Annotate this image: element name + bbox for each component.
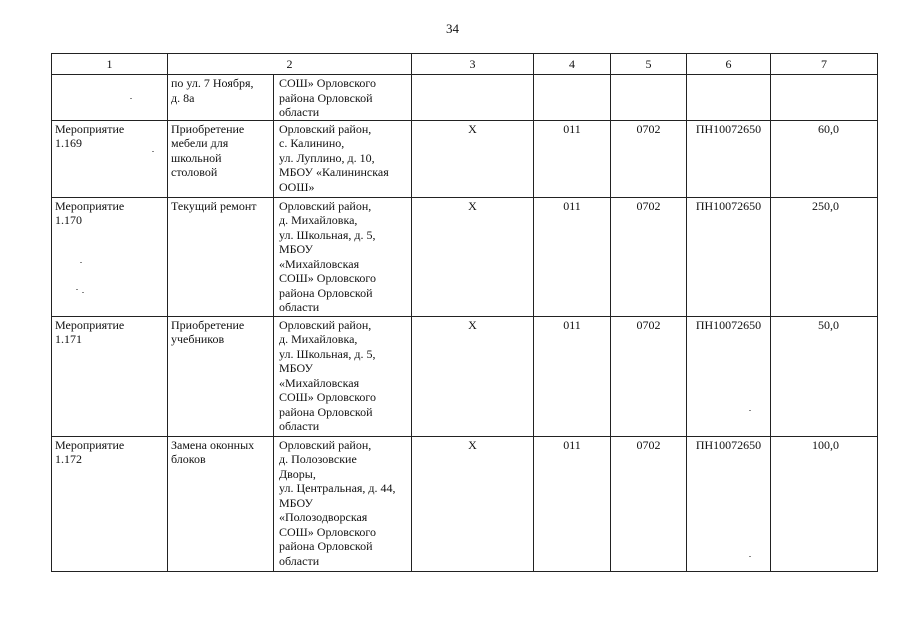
amount-cell: 100,0 — [771, 436, 878, 571]
header-col-7: 7 — [771, 54, 878, 75]
amount-cell — [771, 75, 878, 121]
name-cell: Приобретение учебников — [168, 316, 274, 436]
amount-cell: 50,0 — [771, 316, 878, 436]
code1-cell: 011 — [534, 436, 611, 571]
header-col-5: 5 — [611, 54, 687, 75]
code2-cell: 0702 — [611, 436, 687, 571]
table-row — [52, 316, 878, 436]
place-cell: СОШ» Орловского района Орловской области — [274, 75, 412, 121]
event-cell: Мероприятие 1.169 — [52, 120, 168, 197]
scan-speck — [80, 262, 82, 263]
code1-cell: 011 — [534, 120, 611, 197]
name-cell: Текущий ремонт — [168, 197, 274, 316]
event-cell: Мероприятие 1.170 — [52, 197, 168, 316]
table-row — [52, 197, 878, 316]
code3-cell: ПН10072650 — [687, 436, 771, 571]
code1-cell — [534, 75, 611, 121]
scan-speck — [749, 556, 751, 557]
mark-cell: Х — [412, 197, 534, 316]
header-col-3: 3 — [412, 54, 534, 75]
code3-cell: ПН10072650 — [687, 197, 771, 316]
header-col-6: 6 — [687, 54, 771, 75]
name-cell: по ул. 7 Ноября, д. 8а — [168, 75, 274, 121]
place-cell: Орловский район, д. Михайловка, ул. Школьная, д. 5, МБОУ «Михайловская СОШ» Орловского района Орловской области — [274, 316, 412, 436]
mark-cell: Х — [412, 316, 534, 436]
mark-cell: Х — [412, 120, 534, 197]
mark-cell — [412, 75, 534, 121]
code3-cell — [687, 75, 771, 121]
header-col-1: 1 — [52, 54, 168, 75]
code2-cell: 0702 — [611, 316, 687, 436]
code1-cell: 011 — [534, 197, 611, 316]
scan-speck — [749, 410, 751, 411]
code3-cell: ПН10072650 — [687, 120, 771, 197]
scan-speck — [76, 289, 78, 290]
code1-cell: 011 — [534, 316, 611, 436]
place-cell: Орловский район, д. Полозовские Дворы, ул. Центральная, д. 44, МБОУ «Полозодворская СОШ» Орловского района Орловской области — [274, 436, 412, 571]
code2-cell: 0702 — [611, 197, 687, 316]
mark-cell: Х — [412, 436, 534, 571]
place-cell: Орловский район, с. Калинино, ул. Луплино, д. 10, МБОУ «Калининская ООШ» — [274, 120, 412, 197]
table-row — [52, 120, 878, 197]
budget-table — [51, 53, 878, 572]
header-col-2: 2 — [168, 54, 412, 75]
scan-speck — [152, 151, 154, 152]
event-cell — [52, 75, 168, 121]
event-cell: Мероприятие 1.171 — [52, 316, 168, 436]
event-cell: Мероприятие 1.172 — [52, 436, 168, 571]
place-cell: Орловский район, д. Михайловка, ул. Школьная, д. 5, МБОУ «Михайловская СОШ» Орловского района Орловской области — [274, 197, 412, 316]
page-number: 34 — [446, 21, 459, 36]
table-row — [52, 75, 878, 121]
scan-speck — [130, 98, 132, 99]
code3-cell: ПН10072650 — [687, 316, 771, 436]
code2-cell — [611, 75, 687, 121]
table-row — [52, 436, 878, 571]
code2-cell: 0702 — [611, 120, 687, 197]
name-cell: Замена оконных блоков — [168, 436, 274, 571]
name-cell: Приобретение мебели для школьной столовой — [168, 120, 274, 197]
header-row — [52, 54, 878, 75]
amount-cell: 250,0 — [771, 197, 878, 316]
scan-speck — [82, 292, 84, 293]
amount-cell: 60,0 — [771, 120, 878, 197]
header-col-4: 4 — [534, 54, 611, 75]
